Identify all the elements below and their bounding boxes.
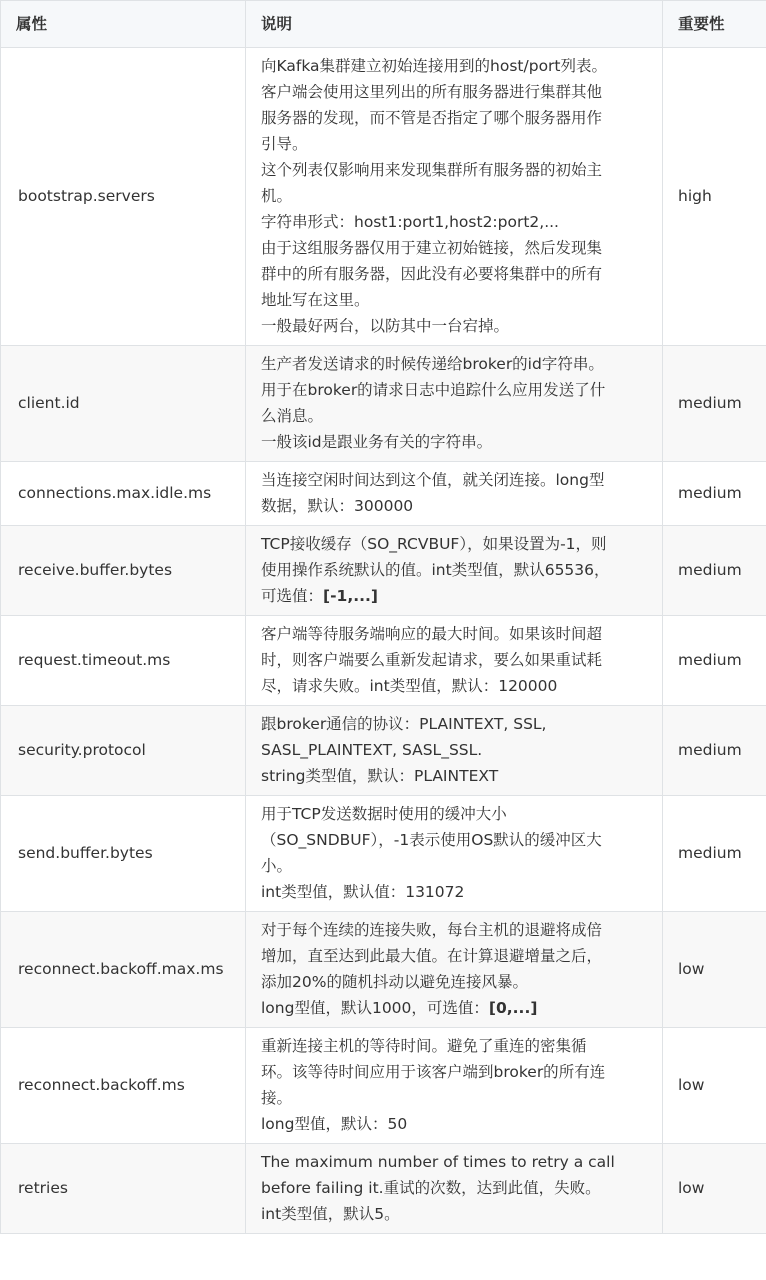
description-line: 机。 [261,187,293,205]
property-name: client.id [1,346,246,462]
property-name: reconnect.backoff.max.ms [1,912,246,1028]
description-line: （SO_SNDBUF），-1表示使用OS默认的缓冲区大 [261,831,602,849]
description-line: 客户端等待服务端响应的最大时间。如果该时间超 [261,625,603,643]
importance-level: high [663,48,766,346]
description-line: 地址写在这里。 [261,291,370,309]
table-row [1,616,766,706]
description-line: 接。 [261,1089,293,1107]
description-line: 数据，默认：300000 [261,497,414,515]
header-importance: 重要性 [663,1,766,48]
description-line: The maximum number of times to retry a call [261,1153,615,1171]
importance-level: medium [663,706,766,796]
property-name: security.protocol [1,706,246,796]
description-line: 一般该id是跟业务有关的字符串。 [261,433,493,451]
property-description [246,1028,663,1144]
description-line: 服务器的发现，而不管是否指定了哪个服务器用作 [261,109,603,127]
property-description [246,796,663,912]
description-line: 引导。 [261,135,308,153]
property-description [246,912,663,1028]
property-name: reconnect.backoff.ms [1,1028,246,1144]
description-line: long型值，默认：50 [261,1115,408,1133]
description-line: 向Kafka集群建立初始连接用到的host/port列表。 [261,57,608,75]
table-row [1,706,766,796]
description-line: 使用操作系统默认的值。int类型值，默认65536， [261,561,610,579]
property-name: retries [1,1144,246,1234]
importance-level: low [663,1028,766,1144]
description-line: int类型值，默认值：131072 [261,883,465,901]
description-line: 添加20%的随机抖动以避免连接风暴。 [261,973,528,991]
description-line: 重新连接主机的等待时间。避免了重连的密集循 [261,1037,587,1055]
description-line: TCP接收缓存（SO_RCVBUF），如果设置为-1，则 [261,535,607,553]
description-line: 客户端会使用这里列出的所有服务器进行集群其他 [261,83,603,101]
table-row [1,462,766,526]
property-description [246,616,663,706]
description-line: 由于这组服务器仅用于建立初始链接，然后发现集 [261,239,603,257]
description-line: 对于每个连续的连接失败，每台主机的退避将成倍 [261,921,603,939]
property-name: send.buffer.bytes [1,796,246,912]
description-line: 这个列表仅影响用来发现集群所有服务器的初始主 [261,161,603,179]
description-line: 当连接空闲时间达到这个值，就关闭连接。long型 [261,471,605,489]
valid-values: [0,...] [488,999,538,1017]
property-description [246,346,663,462]
description-text: 可选值： [261,587,324,605]
header-description: 说明 [246,1,663,48]
description-line: 小。 [261,857,293,875]
table-row [1,796,766,912]
description-line: 字符串形式：host1:port1,host2:port2,... [261,213,559,231]
table-row [1,526,766,616]
property-description [246,462,663,526]
property-name: request.timeout.ms [1,616,246,706]
importance-level: medium [663,616,766,706]
description-line: 增加，直至达到此最大值。在计算退避增量之后， [261,947,603,965]
table-row [1,48,766,346]
description-line: 么消息。 [261,407,324,425]
importance-level: medium [663,526,766,616]
property-description [246,526,663,616]
table-row [1,1028,766,1144]
property-description [246,48,663,346]
description-line: 生产者发送请求的时候传递给broker的id字符串。 [261,355,604,373]
description-line: string类型值，默认：PLAINTEXT [261,767,499,785]
description-line: 群中的所有服务器，因此没有必要将集群中的所有 [261,265,603,283]
description-line [261,995,647,1021]
description-line: before failing it.重试的次数，达到此值，失败。 [261,1179,601,1197]
importance-level: low [663,912,766,1028]
description-line: SASL_PLAINTEXT, SASL_SSL. [261,741,483,759]
table-row [1,346,766,462]
description-line [261,583,647,609]
description-line: 用于在broker的请求日志中追踪什么应用发送了什 [261,381,606,399]
importance-level: low [663,1144,766,1234]
table-row [1,1144,766,1234]
property-name: connections.max.idle.ms [1,462,246,526]
property-description [246,1144,663,1234]
property-name: receive.buffer.bytes [1,526,246,616]
header-row [1,1,766,48]
header-property: 属性 [1,1,246,48]
importance-level: medium [663,462,766,526]
description-line: 尽，请求失败。int类型值，默认：120000 [261,677,558,695]
property-name: bootstrap.servers [1,48,246,346]
description-line: 用于TCP发送数据时使用的缓冲大小 [261,805,507,823]
description-line: 环。该等待时间应用于该客户端到broker的所有连 [261,1063,606,1081]
importance-level: medium [663,796,766,912]
valid-values: [-1,...] [323,587,378,605]
description-line: 时，则客户端要么重新发起请求，要么如果重试耗 [261,651,603,669]
table-row [1,912,766,1028]
description-line: int类型值，默认5。 [261,1205,400,1223]
importance-level: medium [663,346,766,462]
description-text: long型值，默认1000，可选值： [261,999,489,1017]
description-line: 一般最好两台，以防其中一台宕掉。 [261,317,510,335]
property-description [246,706,663,796]
description-line: 跟broker通信的协议：PLAINTEXT, SSL, [261,715,547,733]
